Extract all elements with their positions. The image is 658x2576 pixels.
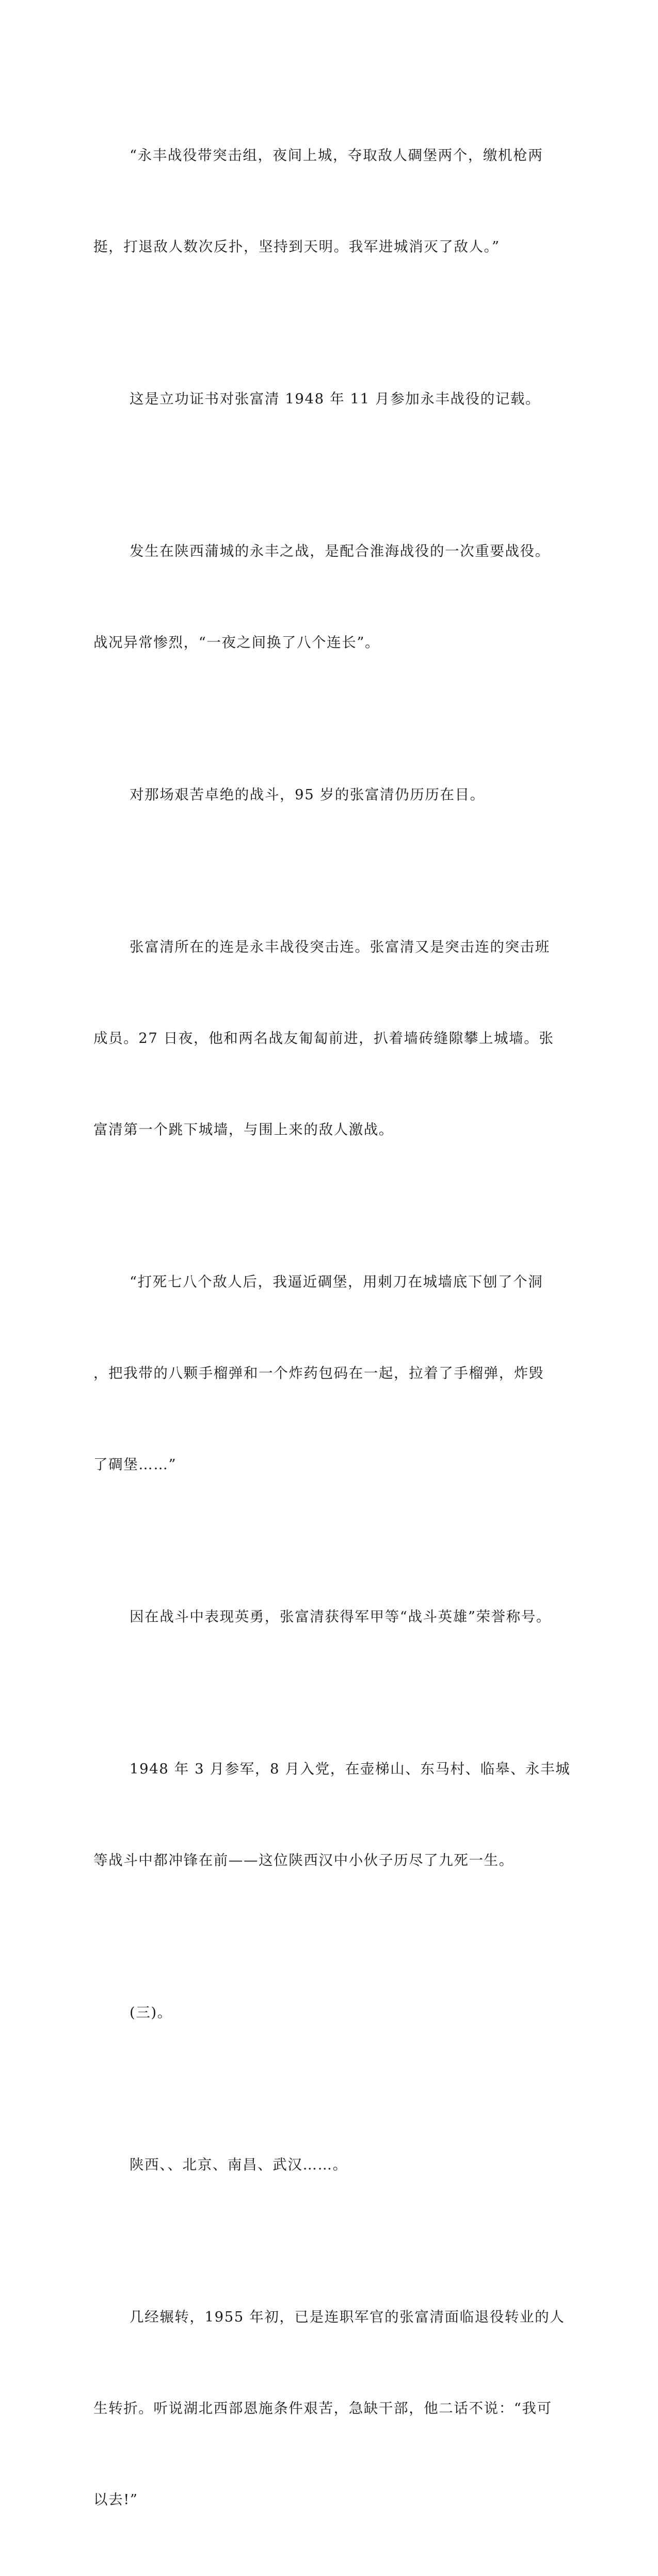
- paragraph-1: [93, 79, 543, 323]
- text-line: 1948 年 3 月参军，8 月入党，在壶梯山、东马村、临皋、永丰城: [130, 1761, 571, 1777]
- text-line: 富清第一个跳下城墙，与围上来的敌人激战。: [93, 1121, 394, 1138]
- text-line: 对那场艰苦卓绝的战斗，95 岁的张富清仍历历在目。: [130, 786, 485, 803]
- paragraph-3: [93, 475, 550, 719]
- paragraph-11: [93, 2241, 565, 2576]
- text-line: “打死七八个敌人后，我逼近碉堡，用刺刀在城墙底下刨了个洞: [130, 1274, 543, 1290]
- paragraph-4: [93, 719, 535, 871]
- text-line: 张富清所在的连是永丰战役突击连。张富清又是突击连的突击班: [130, 939, 550, 955]
- text-line: 发生在陕西蒲城的永丰之战，是配合淮海战役的一次重要战役。: [130, 543, 550, 559]
- text-line: 战况异常惨烈，“一夜之间换了八个连长”。: [93, 634, 380, 651]
- text-line: 以去!”: [93, 2491, 138, 2508]
- paragraph-10: [93, 2089, 535, 2241]
- paragraph-6: [93, 1206, 544, 1541]
- paragraph-7: [93, 1541, 552, 1693]
- paragraph-8: [93, 1693, 571, 1937]
- text-line: 因在战斗中表现英勇，张富清获得军甲等“战斗英雄”荣誉称号。: [130, 1608, 552, 1625]
- text-line: 成员。27 日夜，他和两名战友匍匐前进，扒着墙砖缝隙攀上城墙。张: [93, 1030, 554, 1046]
- text-line: 了碉堡……”: [93, 1456, 177, 1473]
- paragraph-2: [93, 323, 541, 475]
- text-line: 挺，打退敌人数次反扑，坚持到天明。我军进城消灭了敌人。”: [93, 238, 500, 255]
- text-line: ，把我带的八颗手榴弹和一个炸药包码在一起，拉着了手榴弹，炸毁: [93, 1365, 544, 1381]
- paragraph-5: [93, 871, 554, 1206]
- article-body: [93, 79, 571, 2576]
- text-line: 等战斗中都冲锋在前——这位陕西汉中小伙子历尽了九死一生。: [93, 1852, 514, 1869]
- text-line: 几经辗转，1955 年初，已是连职军官的张富清面临退役转业的人: [130, 2309, 565, 2325]
- text-line: (三)。: [130, 2004, 172, 2021]
- text-line: 这是立功证书对张富清 1948 年 11 月参加永丰战役的记载。: [130, 391, 541, 407]
- section-heading: [93, 1937, 535, 2089]
- text-line: 陕西、、北京、南昌、武汉……。: [130, 2156, 348, 2173]
- text-line: 生转折。听说湖北西部恩施条件艰苦，急缺干部，他二话不说：“我可: [93, 2400, 552, 2417]
- text-line: “永丰战役带突击组，夜间上城，夺取敌人碉堡两个，缴机枪两: [130, 147, 543, 164]
